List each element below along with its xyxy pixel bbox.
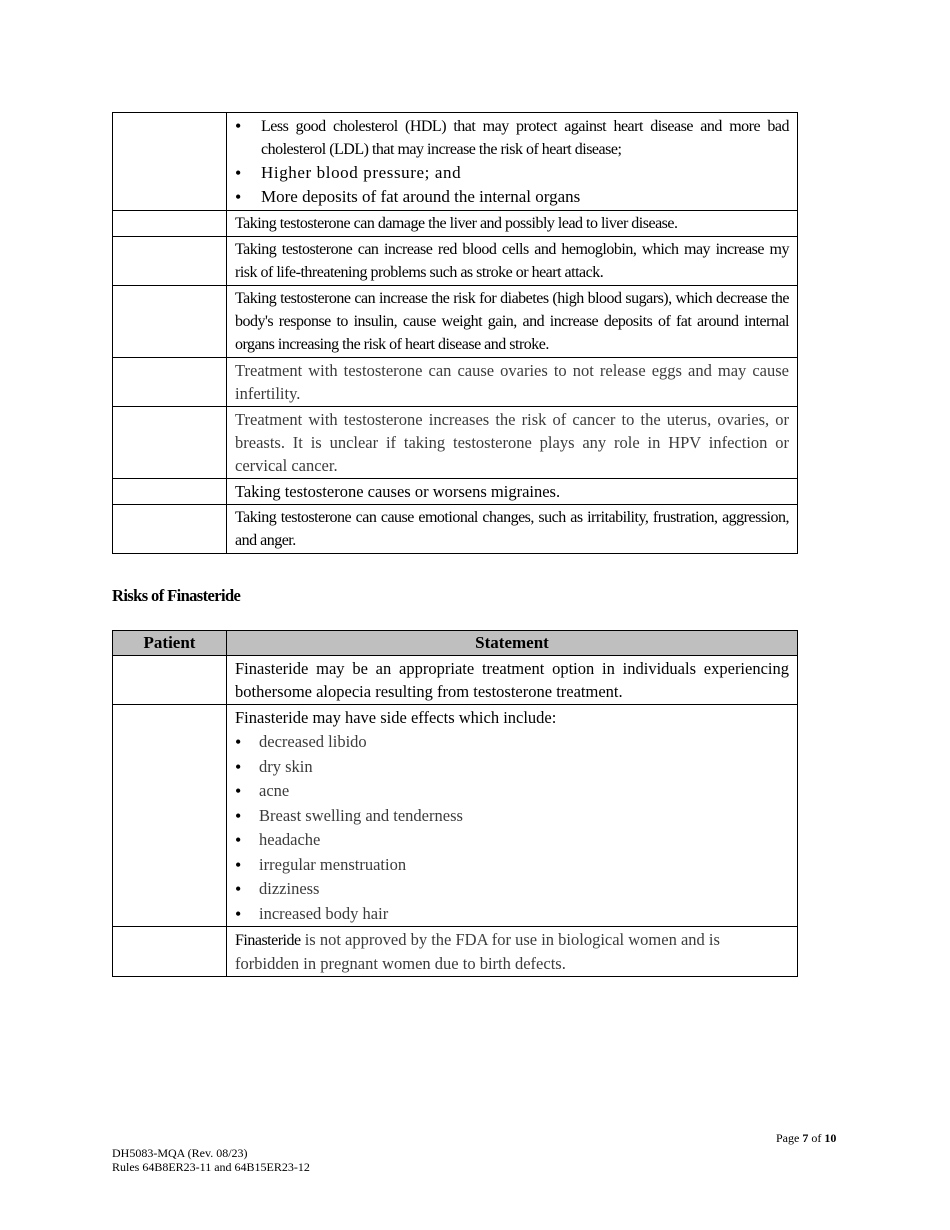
statement-cell (227, 927, 798, 977)
patient-initials-cell[interactable] (113, 407, 227, 479)
page-number (776, 1131, 836, 1146)
patient-initials-cell[interactable] (113, 211, 227, 237)
statement-cell: Taking testosterone can cause emotional changes, such as irritability, frustration, aggression, and anger. (227, 505, 798, 554)
table-row (113, 505, 798, 554)
table-row (113, 656, 798, 705)
patient-initials-cell[interactable] (113, 505, 227, 554)
statement-cell: Treatment with testosterone can cause ovaries to not release eggs and may cause infertility. (227, 358, 798, 407)
list-item: • Less good cholesterol (HDL) that may protect against heart disease and more bad cholesterol (LDL) that may increase the risk of heart disease; (235, 115, 789, 161)
statement-cell: Taking testosterone can increase red blood cells and hemoglobin, which may increase my risk of life-threatening problems such as stroke or heart attack. (227, 237, 798, 286)
page-of: of (811, 1131, 822, 1145)
patient-initials-cell[interactable] (113, 705, 227, 927)
patient-initials-cell[interactable] (113, 237, 227, 286)
table-row (113, 358, 798, 407)
patient-initials-cell[interactable] (113, 358, 227, 407)
statement-cell: Finasteride may be an appropriate treatment option in individuals experiencing bothersome alopecia resulting from testosterone treatment. (227, 656, 798, 705)
patient-initials-cell[interactable] (113, 656, 227, 705)
list-item: • dry skin (235, 755, 789, 780)
table-row (113, 237, 798, 286)
document-footer (112, 1146, 310, 1174)
statement-lead: Finasteride (235, 932, 301, 949)
statement-cell: Taking testosterone can damage the liver and possibly lead to liver disease. (227, 211, 798, 237)
testosterone-risks-table (112, 112, 798, 554)
statement-cell: Taking testosterone causes or worsens migraines. (227, 479, 798, 505)
patient-initials-cell[interactable] (113, 113, 227, 211)
statement-cell: Treatment with testosterone increases the risk of cancer to the uterus, ovaries, or breasts. It is unclear if taking testosterone plays any role in HPV infection or cervical cancer. (227, 407, 798, 479)
table-row (113, 211, 798, 237)
table-row (113, 479, 798, 505)
patient-column-header: Patient (113, 631, 227, 656)
form-id: DH5083-MQA (Rev. 08/23) (112, 1146, 248, 1160)
page-total: 10 (824, 1131, 837, 1145)
table-row (113, 286, 798, 358)
list-item: • acne (235, 779, 789, 804)
patient-initials-cell[interactable] (113, 286, 227, 358)
list-item: • Breast swelling and tenderness (235, 804, 789, 829)
statement-cell: Taking testosterone can increase the risk for diabetes (high blood sugars), which decrease the body's response to insulin, cause weight gain, and increase deposits of fat around internal organs increasing the risk of heart disease and stroke. (227, 286, 798, 358)
list-item: • dizziness (235, 877, 789, 902)
table-row (113, 705, 798, 927)
list-item: • More deposits of fat around the internal organs (235, 185, 789, 209)
list-item: • irregular menstruation (235, 853, 789, 878)
finasteride-risks-table (112, 630, 798, 977)
table-row (113, 407, 798, 479)
list-item: • headache (235, 828, 789, 853)
page-current: 7 (802, 1131, 809, 1145)
statement-text: is not approved by the FDA for use in biological women and is forbidden in pregnant women due to birth defects. (235, 930, 720, 973)
table-row (113, 927, 798, 977)
list-item: • Higher blood pressure; and (235, 161, 789, 185)
list-item: • increased body hair (235, 902, 789, 927)
patient-initials-cell[interactable] (113, 927, 227, 977)
page-label: Page (776, 1131, 800, 1145)
patient-initials-cell[interactable] (113, 479, 227, 505)
statement-intro: Finasteride may have side effects which include: (235, 708, 557, 727)
section-heading: Risks of Finasteride (112, 586, 241, 605)
table-header-row (113, 631, 798, 656)
rules-reference: Rules 64B8ER23-11 and 64B15ER23-12 (112, 1160, 310, 1174)
statement-cell (227, 705, 798, 927)
list-item: • decreased libido (235, 730, 789, 755)
statement-cell (227, 113, 798, 211)
statement-column-header: Statement (227, 631, 798, 656)
table-row (113, 113, 798, 211)
